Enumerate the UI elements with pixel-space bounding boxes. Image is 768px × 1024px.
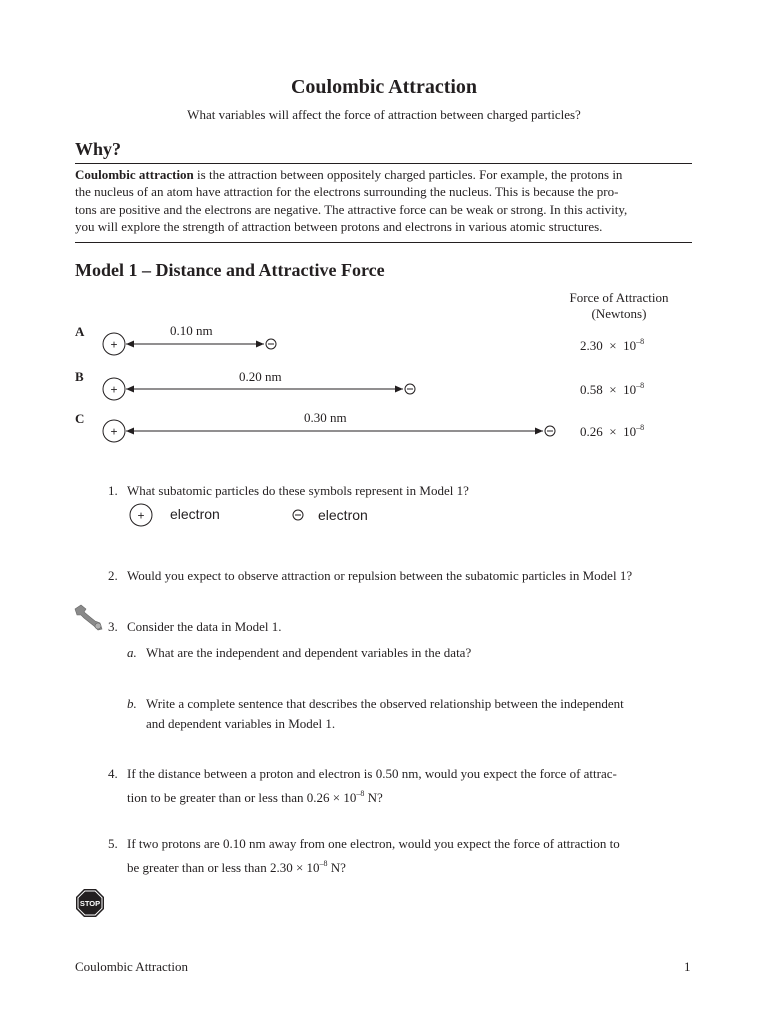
why-line-4: you will explore the strength of attraction between protons and electrons in various atomic structures. <box>75 218 603 234</box>
question-2-text: Would you expect to observe attraction or repulsion between the subatomic particles in Model 1? <box>127 568 633 583</box>
question-3 <box>108 617 698 637</box>
question-3b-letter: b. <box>127 696 137 711</box>
why-term: Coulombic attraction <box>75 167 194 182</box>
page-subtitle: What variables will affect the force of attraction between charged particles? <box>187 107 581 122</box>
question-3b-line1: Write a complete sentence that describes the observed relationship between the independent <box>146 696 624 711</box>
force-c-exp: –8 <box>636 423 645 432</box>
question-4-line2 <box>127 784 698 808</box>
question-3b-line2: and dependent variables in Model 1. <box>146 715 336 731</box>
question-5-line2-pre: be greater than or less than 2.30 × 10 <box>127 859 320 875</box>
force-a-times: × <box>609 338 617 353</box>
question-3b <box>127 694 697 733</box>
force-header-line1: Force of Attraction <box>569 290 669 305</box>
model1-diagram <box>0 0 768 460</box>
why-heading: Why? <box>75 139 122 159</box>
why-line-3: tons are positive and the electrons are negative. The attractive force can be weak or strong. In this activity, <box>75 201 628 217</box>
force-header-line2: (Newtons) <box>591 306 647 321</box>
force-a-exp: –8 <box>636 337 645 346</box>
question-1-text: What subatomic particles do these symbols represent in Model 1? <box>127 483 469 498</box>
why-line-2: the nucleus of an atom have attraction for the electrons surrounding the nucleus. This is because the pro- <box>75 184 619 200</box>
force-b-times: × <box>609 382 617 397</box>
question-5-number: 5. <box>108 836 118 851</box>
force-b-base: 0.58 <box>580 382 603 397</box>
model1-title: Model 1 – Distance and Attractive Force <box>75 260 385 280</box>
question-4 <box>108 764 698 807</box>
question-2 <box>108 566 708 586</box>
footer-title: Coulombic Attraction <box>75 959 189 974</box>
force-value-a <box>580 337 644 354</box>
force-c-base: 0.26 <box>580 424 603 439</box>
footer-page-number: 1 <box>684 959 691 974</box>
question-3a-letter: a. <box>127 645 137 660</box>
proton-c-sign: + <box>110 424 118 439</box>
proton-b-sign: + <box>110 382 118 397</box>
question-1-number: 1. <box>108 483 118 498</box>
stop-sign-icon <box>75 888 105 918</box>
question-4-number: 4. <box>108 766 118 781</box>
question-2-number: 2. <box>108 568 118 583</box>
q1-answer-minus[interactable]: electron <box>318 507 368 523</box>
q1-proton-sign: + <box>137 508 145 523</box>
q1-answer-plus[interactable]: electron <box>170 506 220 522</box>
proton-a-sign: + <box>110 337 118 352</box>
force-b-ten: 10 <box>623 382 637 397</box>
row-c-diagram <box>103 420 555 442</box>
row-a-diagram <box>103 333 276 355</box>
question-5 <box>108 834 698 877</box>
question-5-line2 <box>127 854 698 878</box>
question-4-line2-exp: –8 <box>356 788 365 798</box>
question-3-number: 3. <box>108 619 118 634</box>
question-1 <box>108 481 698 501</box>
key-icon <box>72 603 106 633</box>
row-label-b: B <box>75 369 84 384</box>
question-4-line2-post: N? <box>364 789 383 805</box>
question-3a-text: What are the independent and dependent variables in the data? <box>146 645 472 660</box>
q1-electron-symbol-icon <box>292 509 304 521</box>
distance-label-b: 0.20 nm <box>239 369 282 384</box>
question-4-line2-pre: tion to be greater than or less than 0.26 × 10 <box>127 789 357 805</box>
row-label-c: C <box>75 411 85 426</box>
force-c-times: × <box>609 424 617 439</box>
distance-label-a: 0.10 nm <box>170 323 213 338</box>
question-3-text: Consider the data in Model 1. <box>127 619 282 634</box>
question-5-line2-post: N? <box>327 859 346 875</box>
row-b-diagram <box>103 378 415 400</box>
force-c-ten: 10 <box>623 424 637 439</box>
page-title: Coulombic Attraction <box>290 76 478 98</box>
stop-sign-text: STOP <box>79 899 101 908</box>
force-a-ten: 10 <box>623 338 637 353</box>
force-value-b <box>580 381 644 398</box>
question-5-line1: If two protons are 0.10 nm away from one electron, would you expect the force of attraction to <box>127 836 620 851</box>
row-label-a: A <box>75 324 85 339</box>
force-b-exp: –8 <box>636 381 645 390</box>
distance-label-c: 0.30 nm <box>304 410 347 425</box>
question-3a <box>127 643 697 663</box>
why-line-1-text: is the attraction between oppositely charged particles. For example, the protons in <box>193 167 623 182</box>
force-a-base: 2.30 <box>580 338 603 353</box>
question-5-line2-exp: –8 <box>319 858 328 868</box>
force-value-c <box>580 423 644 440</box>
question-4-line1: If the distance between a proton and electron is 0.50 nm, would you expect the force of attrac- <box>127 766 617 781</box>
